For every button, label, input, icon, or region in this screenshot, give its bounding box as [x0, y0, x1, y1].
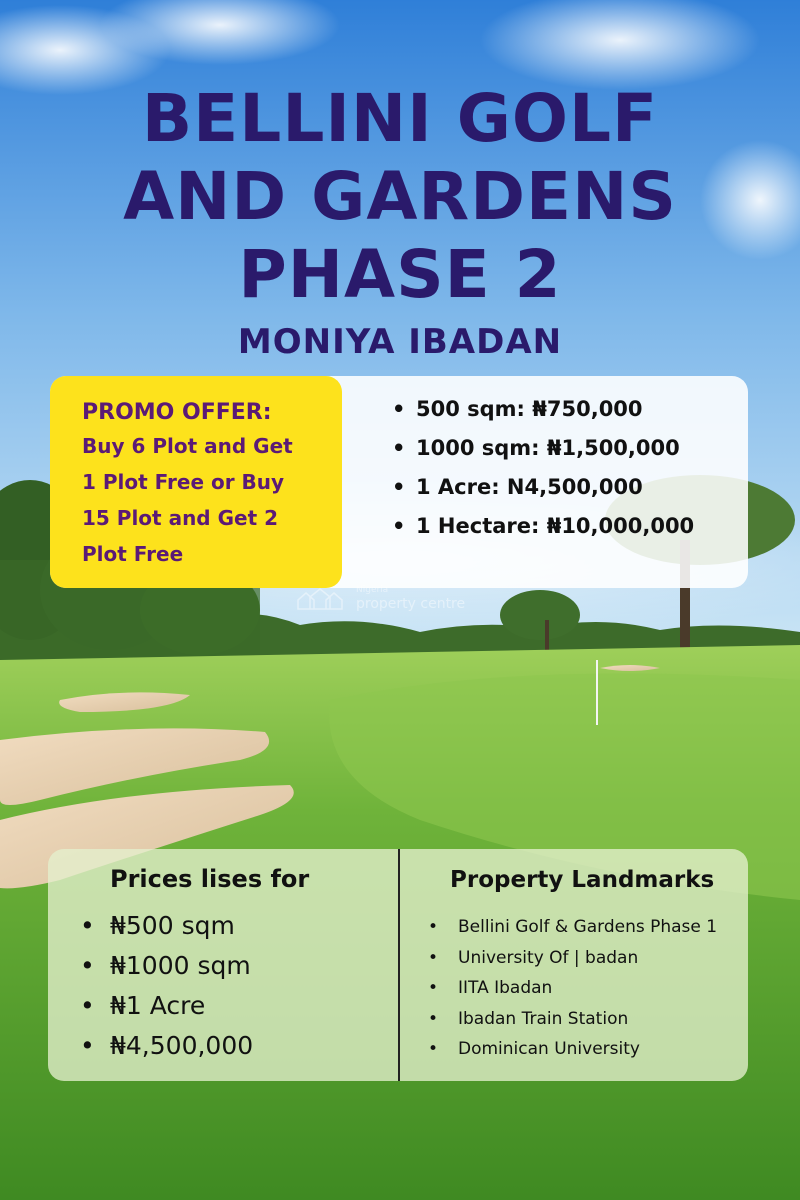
title-block: [0, 80, 800, 362]
landmark-item: • Bellini Golf & Gardens Phase 1: [428, 912, 748, 943]
price-list: [390, 390, 745, 546]
prices-list-item: • ₦1 Acre: [80, 986, 253, 1026]
watermark-small-text: Nigeria: [356, 585, 389, 595]
landmark-item: • Dominican University: [428, 1034, 748, 1065]
price-item: • 500 sqm: ₦750,000: [390, 390, 745, 429]
prices-heading: Prices lises for: [110, 865, 310, 893]
watermark: [296, 584, 506, 614]
promo-line: 1 Plot Free or Buy: [82, 470, 285, 494]
price-item: • 1000 sqm: ₦1,500,000: [390, 429, 745, 468]
watermark-text: property centre: [356, 596, 466, 612]
promo-offer-box: [50, 376, 342, 588]
prices-list-item: • ₦4,500,000: [80, 1026, 253, 1066]
promo-line: Buy 6 Plot and Get: [82, 434, 293, 458]
prices-list-item: • ₦1000 sqm: [80, 946, 253, 986]
price-item: • 1 Acre: N4,500,000: [390, 468, 745, 507]
panel-divider: [398, 849, 400, 1081]
title-line-1: BELLINI GOLF: [141, 80, 659, 157]
title-line-3: PHASE 2: [238, 236, 562, 313]
landmark-item: • Ibadan Train Station: [428, 1004, 748, 1035]
prices-list-item: • ₦500 sqm: [80, 906, 253, 946]
title-line-2: AND GARDENS: [123, 158, 677, 235]
price-item: • 1 Hectare: ₦10,000,000: [390, 507, 745, 546]
landmark-item: • University Of | badan: [428, 943, 748, 974]
landmarks-list: [428, 912, 748, 1065]
promo-line: Plot Free: [82, 542, 184, 566]
landmark-item: • IITA Ibadan: [428, 973, 748, 1004]
location-subtitle: MONIYA IBADAN: [237, 322, 563, 362]
promo-heading: PROMO OFFER:: [82, 400, 272, 425]
promo-line: 15 Plot and Get 2: [82, 506, 279, 530]
houses-icon: [296, 588, 344, 610]
landmarks-heading: Property Landmarks: [450, 867, 715, 893]
prices-list: [80, 906, 253, 1066]
